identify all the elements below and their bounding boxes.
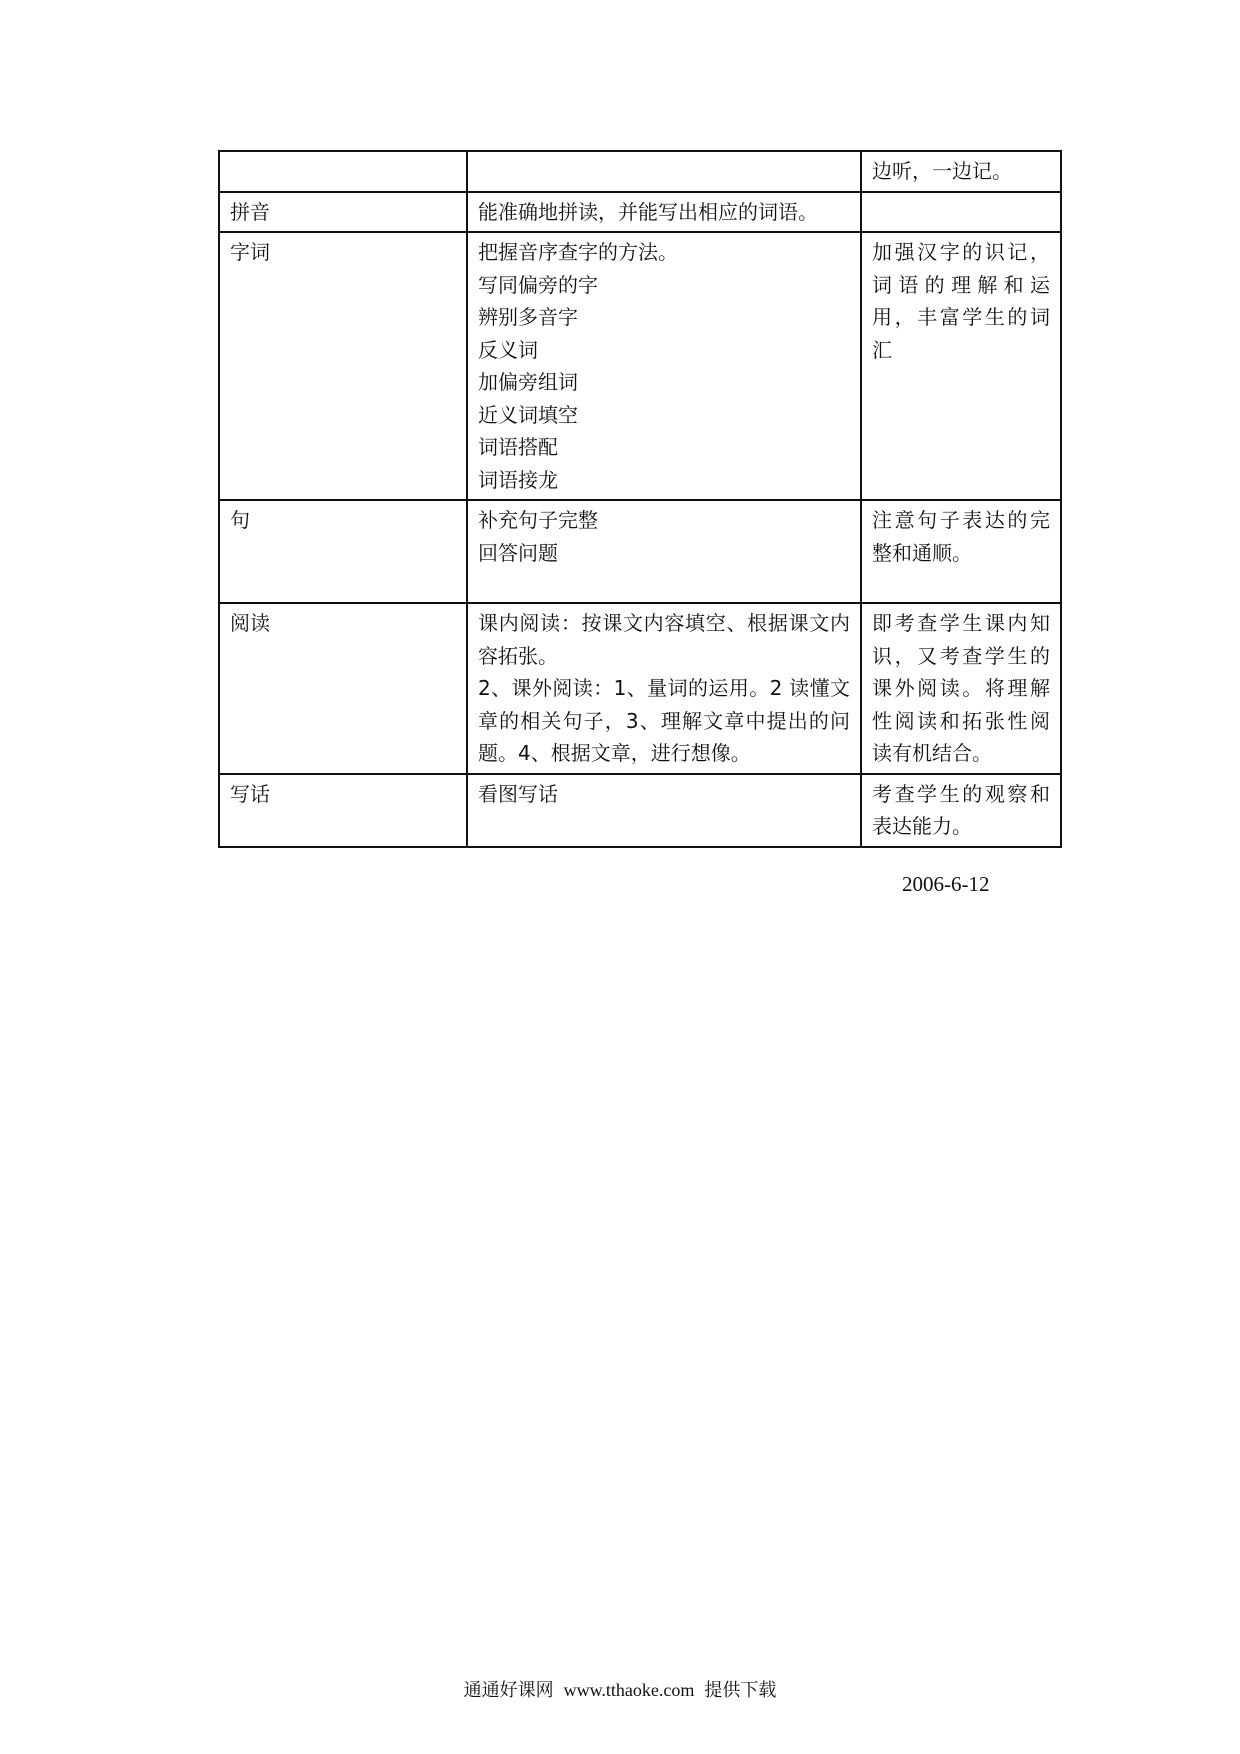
content-cell [467,192,861,233]
table-row [219,500,1061,603]
content-line: 加偏旁组词 [478,370,578,394]
content-cell [467,603,861,774]
note-cell: 即考查学生课内知识，又考查学生的课外阅读。将理解性阅读和拓张性阅读有机结合。 [861,603,1061,774]
content-cell [467,232,861,500]
page-footer [0,1676,1240,1702]
category-cell [219,151,467,192]
content-line: 词语搭配 [478,435,558,459]
content-line: 课内阅读：按课文内容填空、根据课文内容拓张。 [478,611,850,668]
category-cell: 写话 [219,774,467,847]
category-cell: 阅读 [219,603,467,774]
category-cell: 拼音 [219,192,467,233]
document-date: 2006-6-12 [902,872,990,896]
content-cell [467,774,861,847]
footer-url: www.tthaoke.com [563,1680,695,1700]
content-line: 写同偏旁的字 [478,272,598,297]
content-line: 能准确地拼读，并能写出相应的词语。 [478,199,818,224]
exam-content-table [218,150,1062,848]
note-cell: 考查学生的观察和表达能力。 [861,774,1061,847]
note-cell: 注意句子表达的完整和通顺。 [861,500,1061,603]
content-line: 回答问题 [478,540,558,565]
content-line: 词语接龙 [478,467,558,492]
content-line: 看图写话 [478,781,558,806]
note-cell [861,192,1061,233]
table-row [219,192,1061,233]
content-line: 近义词填空 [478,402,578,427]
footer-suffix: 提供下载 [704,1680,777,1701]
content-line: 反义词 [478,337,538,362]
content-cell [467,500,861,603]
footer-site-name: 通通好课网 [463,1680,554,1701]
note-cell: 加强汉字的识记，词语的理解和运用，丰富学生的词汇 [861,232,1061,500]
content-line: 辨别多音字 [478,305,578,329]
category-cell: 字词 [219,232,467,500]
table-row [219,151,1061,192]
content-line: 补充句子完整 [478,508,598,532]
category-cell: 句 [219,500,467,603]
table-row [219,774,1061,847]
content-cell [467,151,861,192]
table-row [219,603,1061,774]
content-line: 把握音序查字的方法。 [478,240,678,264]
table-row [219,232,1061,500]
note-cell: 边听，一边记。 [861,151,1061,192]
content-line: 2、课外阅读：1、量词的运用。2 读懂文章的相关句子，3、理解文章中提出的问题。4、根据文章，进行想像。 [478,676,850,765]
